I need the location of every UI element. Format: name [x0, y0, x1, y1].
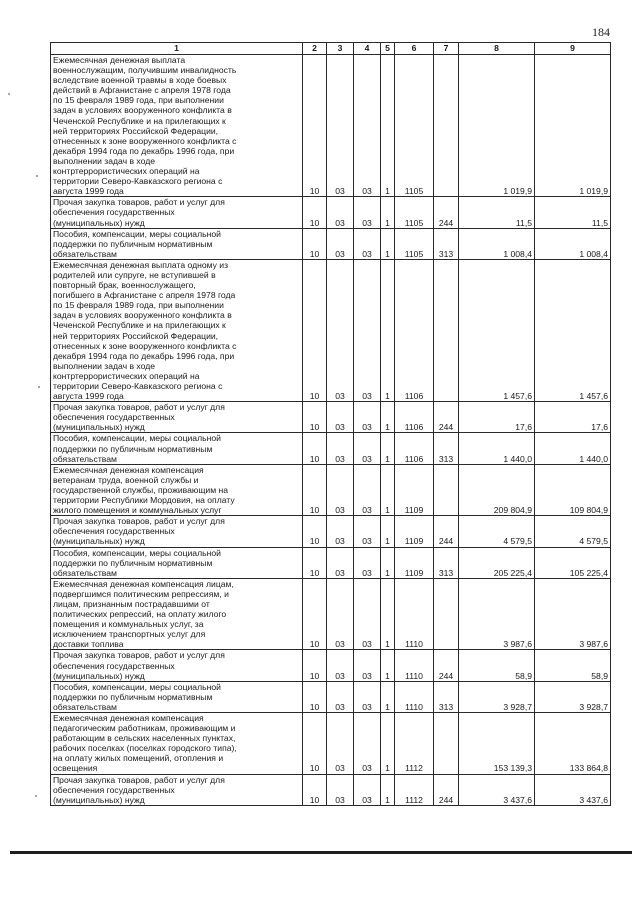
expense-type-cell [434, 55, 459, 197]
amount-year1-cell: 209 804,9 [459, 464, 535, 515]
table-row [51, 259, 611, 401]
subsection-cell: 03 [327, 402, 354, 433]
table-row [51, 464, 611, 515]
subprogram-cell: 1 [381, 464, 395, 515]
expense-type-cell [434, 259, 459, 401]
subprogram-cell: 1 [381, 402, 395, 433]
program-cell: 03 [354, 55, 381, 197]
amount-year1-cell: 153 139,3 [459, 713, 535, 775]
section-cell: 10 [303, 197, 327, 228]
column-header: 9 [535, 43, 611, 55]
subprogram-cell: 1 [381, 197, 395, 228]
expense-type-cell: 244 [434, 197, 459, 228]
column-header: 4 [354, 43, 381, 55]
subprogram-cell: 1 [381, 578, 395, 650]
expense-type-cell [434, 578, 459, 650]
scan-speck [35, 795, 37, 797]
scan-speck [36, 175, 38, 177]
amount-year2-cell: 109 804,9 [535, 464, 611, 515]
subsection-cell: 03 [327, 578, 354, 650]
program-cell: 03 [354, 402, 381, 433]
subsection-cell: 03 [327, 650, 354, 681]
column-header: 2 [303, 43, 327, 55]
subprogram-cell: 1 [381, 547, 395, 578]
column-header: 3 [327, 43, 354, 55]
expense-type-cell: 313 [434, 547, 459, 578]
row-name-cell: Пособия, компенсации, меры социальной поддержки по публичным нормативным обязательствам [51, 228, 303, 259]
amount-year1-cell: 1 019,9 [459, 55, 535, 197]
table-row [51, 650, 611, 681]
expense-type-cell: 244 [434, 774, 459, 805]
subsection-cell: 03 [327, 774, 354, 805]
row-name-cell: Ежемесячная денежная выплата военнослужащим, получившим инвалидность вследствие военной травмы в ходе боевых действий в Афганистане с апреля 1978 года по 15 февраля 1989 года, при выполнении задач в условиях вооруженного конфликта в Чеченской Республике и на прилегающих к ней территориях Российской Федерации, отнесенных к зоне вооруженного конфликта с декабря 1994 года по декабрь 1996 года, при выполнении задач в ходе контртеррористических операций на территории Северо-Кавказского региона с августа 1999 года [51, 55, 303, 197]
subprogram-cell: 1 [381, 228, 395, 259]
program-cell: 03 [354, 650, 381, 681]
program-cell: 03 [354, 228, 381, 259]
header-row [51, 43, 611, 55]
amount-year2-cell: 105 225,4 [535, 547, 611, 578]
column-header: 8 [459, 43, 535, 55]
row-name-cell: Ежемесячная денежная компенсация ветеранам труда, военной службы и государственной службы, проживающим на территории Республики Мордовия, на оплату жилого помещения и коммунальных услуг [51, 464, 303, 515]
expense-type-cell: 313 [434, 433, 459, 464]
target-item-cell: 1110 [395, 650, 434, 681]
column-header: 7 [434, 43, 459, 55]
amount-year1-cell: 3 437,6 [459, 774, 535, 805]
subprogram-cell: 1 [381, 516, 395, 547]
target-item-cell: 1105 [395, 197, 434, 228]
section-cell: 10 [303, 464, 327, 515]
amount-year2-cell: 3 987,6 [535, 578, 611, 650]
target-item-cell: 1106 [395, 433, 434, 464]
subprogram-cell: 1 [381, 433, 395, 464]
subsection-cell: 03 [327, 464, 354, 515]
section-cell: 10 [303, 578, 327, 650]
section-cell: 10 [303, 402, 327, 433]
column-header: 6 [395, 43, 434, 55]
table-row [51, 547, 611, 578]
amount-year2-cell: 1 019,9 [535, 55, 611, 197]
amount-year2-cell: 3 928,7 [535, 681, 611, 712]
table-row [51, 681, 611, 712]
amount-year1-cell: 1 008,4 [459, 228, 535, 259]
subsection-cell: 03 [327, 713, 354, 775]
row-name-cell: Прочая закупка товаров, работ и услуг для обеспечения государственных (муниципальных) нужд [51, 197, 303, 228]
expense-type-cell: 244 [434, 516, 459, 547]
section-cell: 10 [303, 259, 327, 401]
program-cell: 03 [354, 259, 381, 401]
column-header: 5 [381, 43, 395, 55]
row-name-cell: Пособия, компенсации, меры социальной поддержки по публичным нормативным обязательствам [51, 433, 303, 464]
amount-year1-cell: 1 440,0 [459, 433, 535, 464]
target-item-cell: 1105 [395, 55, 434, 197]
expense-type-cell: 313 [434, 681, 459, 712]
section-cell: 10 [303, 650, 327, 681]
table-row [51, 55, 611, 197]
amount-year2-cell: 1 440,0 [535, 433, 611, 464]
page-number: 184 [592, 25, 610, 39]
program-cell: 03 [354, 681, 381, 712]
target-item-cell: 1109 [395, 516, 434, 547]
section-cell: 10 [303, 516, 327, 547]
subsection-cell: 03 [327, 55, 354, 197]
section-cell: 10 [303, 228, 327, 259]
amount-year1-cell: 17,6 [459, 402, 535, 433]
column-header: 1 [51, 43, 303, 55]
footer-divider [10, 851, 632, 854]
table-row [51, 578, 611, 650]
section-cell: 10 [303, 433, 327, 464]
amount-year1-cell: 3 987,6 [459, 578, 535, 650]
expense-type-cell [434, 713, 459, 775]
program-cell: 03 [354, 713, 381, 775]
target-item-cell: 1112 [395, 713, 434, 775]
table-row [51, 516, 611, 547]
row-name-cell: Пособия, компенсации, меры социальной поддержки по публичным нормативным обязательствам [51, 547, 303, 578]
table-row [51, 713, 611, 775]
target-item-cell: 1105 [395, 228, 434, 259]
amount-year2-cell: 133 864,8 [535, 713, 611, 775]
section-cell: 10 [303, 713, 327, 775]
table-row [51, 433, 611, 464]
amount-year2-cell: 11,5 [535, 197, 611, 228]
expense-type-cell: 244 [434, 650, 459, 681]
amount-year2-cell: 17,6 [535, 402, 611, 433]
amount-year2-cell: 58,9 [535, 650, 611, 681]
subprogram-cell: 1 [381, 713, 395, 775]
subprogram-cell: 1 [381, 259, 395, 401]
expense-type-cell: 244 [434, 402, 459, 433]
program-cell: 03 [354, 578, 381, 650]
subsection-cell: 03 [327, 681, 354, 712]
row-name-cell: Прочая закупка товаров, работ и услуг для обеспечения государственных (муниципальных) нужд [51, 402, 303, 433]
target-item-cell: 1110 [395, 578, 434, 650]
amount-year2-cell: 1 457,6 [535, 259, 611, 401]
scan-speck [38, 386, 40, 388]
amount-year1-cell: 1 457,6 [459, 259, 535, 401]
table-row [51, 228, 611, 259]
section-cell: 10 [303, 547, 327, 578]
row-name-cell: Ежемесячная денежная компенсация педагогическим работникам, проживающим и работающим в сельских населенных пунктах, рабочих поселках (поселках городского типа), на оплату жилых помещений, отопления и освещения [51, 713, 303, 775]
amount-year1-cell: 58,9 [459, 650, 535, 681]
table-row [51, 774, 611, 805]
program-cell: 03 [354, 774, 381, 805]
amount-year2-cell: 1 008,4 [535, 228, 611, 259]
program-cell: 03 [354, 516, 381, 547]
subprogram-cell: 1 [381, 650, 395, 681]
amount-year1-cell: 11,5 [459, 197, 535, 228]
program-cell: 03 [354, 464, 381, 515]
program-cell: 03 [354, 433, 381, 464]
scan-speck [8, 93, 10, 95]
subsection-cell: 03 [327, 228, 354, 259]
row-name-cell: Ежемесячная денежная компенсация лицам, подвергшимся политическим репрессиям, и лицам, признанным пострадавшими от политических репрессий, на оплату жилого помещения и коммунальных услуг, за исключением транспортных услуг для доставки топлива [51, 578, 303, 650]
row-name-cell: Прочая закупка товаров, работ и услуг для обеспечения государственных (муниципальных) нужд [51, 774, 303, 805]
program-cell: 03 [354, 197, 381, 228]
target-item-cell: 1109 [395, 464, 434, 515]
program-cell: 03 [354, 547, 381, 578]
subsection-cell: 03 [327, 433, 354, 464]
section-cell: 10 [303, 681, 327, 712]
amount-year1-cell: 4 579,5 [459, 516, 535, 547]
subsection-cell: 03 [327, 197, 354, 228]
subprogram-cell: 1 [381, 55, 395, 197]
table-row [51, 197, 611, 228]
expense-type-cell: 313 [434, 228, 459, 259]
table-row [51, 402, 611, 433]
amount-year2-cell: 3 437,6 [535, 774, 611, 805]
target-item-cell: 1112 [395, 774, 434, 805]
subsection-cell: 03 [327, 516, 354, 547]
target-item-cell: 1109 [395, 547, 434, 578]
amount-year1-cell: 3 928,7 [459, 681, 535, 712]
subprogram-cell: 1 [381, 774, 395, 805]
row-name-cell: Ежемесячная денежная выплата одному из родителей или супруге, не вступившей в повторный брак, военнослужащего, погибшего в Афганистане с апреля 1978 года по 15 февраля 1989 года, при выполнении задач в условиях вооруженного конфликта в Чеченской Республике и на прилегающих к ней территориях Российской Федерации, отнесенных к зоне вооруженного конфликта с декабря 1994 года по декабрь 1996 года, при выполнении задач в ходе контртеррористических операций на территории Северо-Кавказского региона с августа 1999 года [51, 259, 303, 401]
subsection-cell: 03 [327, 259, 354, 401]
row-name-cell: Прочая закупка товаров, работ и услуг для обеспечения государственных (муниципальных) нужд [51, 650, 303, 681]
expense-type-cell [434, 464, 459, 515]
target-item-cell: 1110 [395, 681, 434, 712]
section-cell: 10 [303, 55, 327, 197]
subsection-cell: 03 [327, 547, 354, 578]
budget-table [50, 42, 611, 806]
row-name-cell: Пособия, компенсации, меры социальной поддержки по публичным нормативным обязательствам [51, 681, 303, 712]
row-name-cell: Прочая закупка товаров, работ и услуг для обеспечения государственных (муниципальных) нужд [51, 516, 303, 547]
target-item-cell: 1106 [395, 259, 434, 401]
subprogram-cell: 1 [381, 681, 395, 712]
amount-year2-cell: 4 579,5 [535, 516, 611, 547]
section-cell: 10 [303, 774, 327, 805]
target-item-cell: 1106 [395, 402, 434, 433]
amount-year1-cell: 205 225,4 [459, 547, 535, 578]
